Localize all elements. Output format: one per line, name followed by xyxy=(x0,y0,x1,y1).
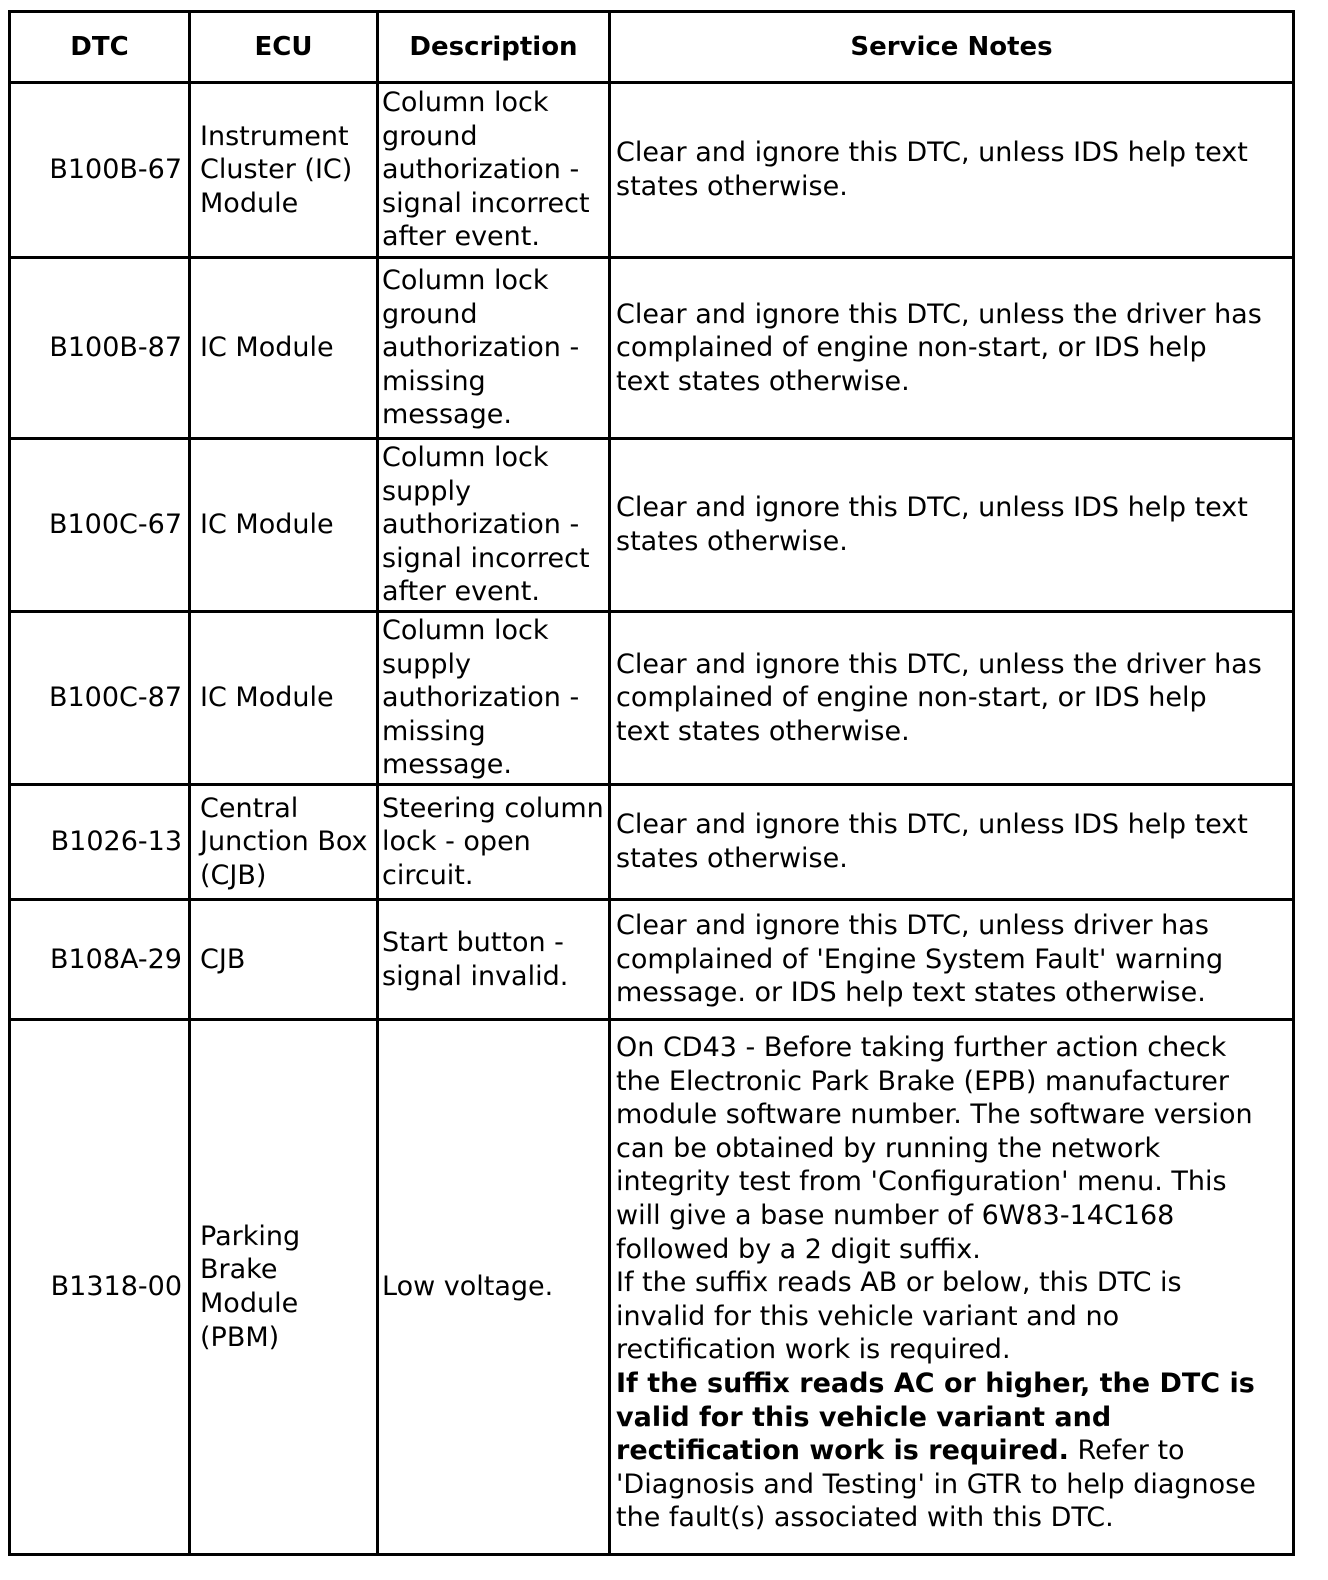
table-row xyxy=(10,785,1294,900)
header-row xyxy=(10,12,1294,83)
desc-line: supply xyxy=(382,648,471,680)
desc-line: Column lock xyxy=(382,87,549,119)
service-notes-cell xyxy=(610,900,1294,1020)
desc-line: signal invalid. xyxy=(382,960,569,992)
service-notes-cell xyxy=(610,612,1294,785)
notes-plain-segment: Refer to xyxy=(1068,1435,1185,1467)
ecu-cell xyxy=(190,785,378,900)
notes-line: message. or IDS help text states otherwise. xyxy=(616,977,1206,1009)
desc-line: ground xyxy=(382,120,478,152)
notes-line: complained of engine non-start, or IDS help xyxy=(616,332,1207,364)
notes-line: Clear and ignore this DTC, unless IDS help text xyxy=(616,137,1248,169)
desc-line: Low voltage. xyxy=(382,1271,554,1303)
ecu-line: CJB xyxy=(200,943,246,975)
dtc-code: B108A-29 xyxy=(10,900,190,1020)
header-ecu: ECU xyxy=(190,12,378,83)
table-row xyxy=(10,612,1294,785)
desc-line: message. xyxy=(382,399,512,431)
desc-line: Column lock xyxy=(382,265,549,297)
ecu-line: Cluster (IC) xyxy=(200,154,353,186)
notes-line-bold: If the suffix reads AC or higher, the DTC is xyxy=(616,1367,1255,1399)
ecu-line: Parking xyxy=(200,1220,301,1252)
service-notes-cell xyxy=(610,439,1294,612)
service-notes-cell xyxy=(610,1020,1294,1555)
desc-line: signal incorrect xyxy=(382,542,590,574)
ecu-line: IC Module xyxy=(200,682,334,714)
notes-line: states otherwise. xyxy=(616,171,848,202)
dtc-table xyxy=(8,10,1295,1556)
desc-line: Start button - xyxy=(382,926,564,958)
desc-line: after event. xyxy=(382,576,540,608)
notes-line: invalid for this vehicle variant and no xyxy=(616,1300,1120,1332)
table-row xyxy=(10,439,1294,612)
ecu-cell xyxy=(190,83,378,258)
notes-line: states otherwise. xyxy=(616,526,848,557)
service-notes-cell xyxy=(610,83,1294,258)
desc-line: ground xyxy=(382,298,478,330)
ecu-line: IC Module xyxy=(200,509,334,541)
header-service-notes: Service Notes xyxy=(610,12,1294,83)
notes-line: complained of engine non-start, or IDS help xyxy=(616,682,1207,714)
notes-line: integrity test from 'Configuration' menu. This xyxy=(616,1166,1227,1198)
ecu-line: Module xyxy=(200,1288,299,1319)
desc-line: authorization - xyxy=(382,682,580,714)
table-row xyxy=(10,258,1294,439)
notes-bold-segment: rectification work is required. xyxy=(616,1435,1069,1467)
service-notes-cell xyxy=(610,258,1294,439)
desc-line: authorization - xyxy=(382,154,580,186)
desc-line: signal incorrect xyxy=(382,187,590,219)
desc-line: lock - open xyxy=(382,826,531,858)
desc-line: missing xyxy=(382,715,486,747)
description-cell xyxy=(378,612,610,785)
notes-line: Clear and ignore this DTC, unless driver has xyxy=(616,910,1209,942)
header-dtc: DTC xyxy=(10,12,190,83)
notes-line: On CD43 - Before taking further action check xyxy=(616,1032,1227,1063)
ecu-line: (CJB) xyxy=(200,859,267,891)
notes-line: the fault(s) associated with this DTC. xyxy=(616,1502,1114,1534)
dtc-code: B100C-67 xyxy=(10,439,190,612)
ecu-cell xyxy=(190,612,378,785)
ecu-line: IC Module xyxy=(200,332,334,364)
desc-line: missing xyxy=(382,365,486,397)
description-cell xyxy=(378,900,610,1020)
dtc-code: B100B-87 xyxy=(10,258,190,439)
header-description: Description xyxy=(378,12,610,83)
description-cell xyxy=(378,439,610,612)
notes-line: text states otherwise. xyxy=(616,365,910,397)
ecu-cell xyxy=(190,1020,378,1555)
ecu-line: Instrument xyxy=(200,120,349,152)
desc-line: authorization - xyxy=(382,509,580,541)
notes-line: If the suffix reads AB or below, this DTC is xyxy=(616,1267,1182,1299)
notes-line: rectification work is required. xyxy=(616,1334,1011,1366)
ecu-cell xyxy=(190,439,378,612)
notes-line-bold: valid for this vehicle variant and xyxy=(616,1401,1112,1433)
description-cell xyxy=(378,83,610,258)
dtc-code: B1318-00 xyxy=(10,1020,190,1555)
desc-line: circuit. xyxy=(382,859,474,891)
notes-line: followed by a 2 digit suffix. xyxy=(616,1233,981,1265)
description-cell xyxy=(378,785,610,900)
dtc-code: B100B-67 xyxy=(10,83,190,258)
desc-line: Column lock xyxy=(382,442,549,474)
ecu-cell xyxy=(190,900,378,1020)
notes-line: complained of 'Engine System Fault' warning xyxy=(616,943,1224,975)
desc-line: message. xyxy=(382,749,512,781)
desc-line: Steering column xyxy=(382,792,604,824)
notes-line: will give a base number of 6W83-14C168 xyxy=(616,1199,1175,1231)
service-notes-cell xyxy=(610,785,1294,900)
notes-line: can be obtained by running the network xyxy=(616,1132,1161,1164)
notes-line: Clear and ignore this DTC, unless IDS help text xyxy=(616,809,1248,841)
table-row xyxy=(10,1020,1294,1555)
ecu-line: (PBM) xyxy=(200,1321,280,1353)
notes-line: 'Diagnosis and Testing' in GTR to help diagnose xyxy=(616,1468,1256,1500)
table-row xyxy=(10,900,1294,1020)
notes-line: Clear and ignore this DTC, unless IDS help text xyxy=(616,492,1248,524)
dtc-code: B1026-13 xyxy=(10,785,190,900)
notes-line: states otherwise. xyxy=(616,843,848,874)
desc-line: Column lock xyxy=(382,615,549,647)
notes-line: text states otherwise. xyxy=(616,715,910,747)
notes-line: the Electronic Park Brake (EPB) manufacturer xyxy=(616,1065,1229,1097)
table-row xyxy=(10,83,1294,258)
notes-line: module software number. The software version xyxy=(616,1099,1253,1131)
notes-line: Clear and ignore this DTC, unless the driver has xyxy=(616,648,1262,680)
ecu-line: Junction Box xyxy=(200,826,368,858)
notes-line-mixed xyxy=(616,1434,1286,1468)
desc-line: supply xyxy=(382,475,471,507)
ecu-line: Central xyxy=(200,792,299,824)
ecu-line: Brake xyxy=(200,1254,278,1286)
ecu-cell xyxy=(190,258,378,439)
description-cell xyxy=(378,1020,610,1555)
description-cell xyxy=(378,258,610,439)
desc-line: authorization - xyxy=(382,332,580,364)
desc-line: after event. xyxy=(382,221,540,253)
notes-line: Clear and ignore this DTC, unless the driver has xyxy=(616,298,1262,330)
dtc-code: B100C-87 xyxy=(10,612,190,785)
ecu-line: Module xyxy=(200,187,299,219)
